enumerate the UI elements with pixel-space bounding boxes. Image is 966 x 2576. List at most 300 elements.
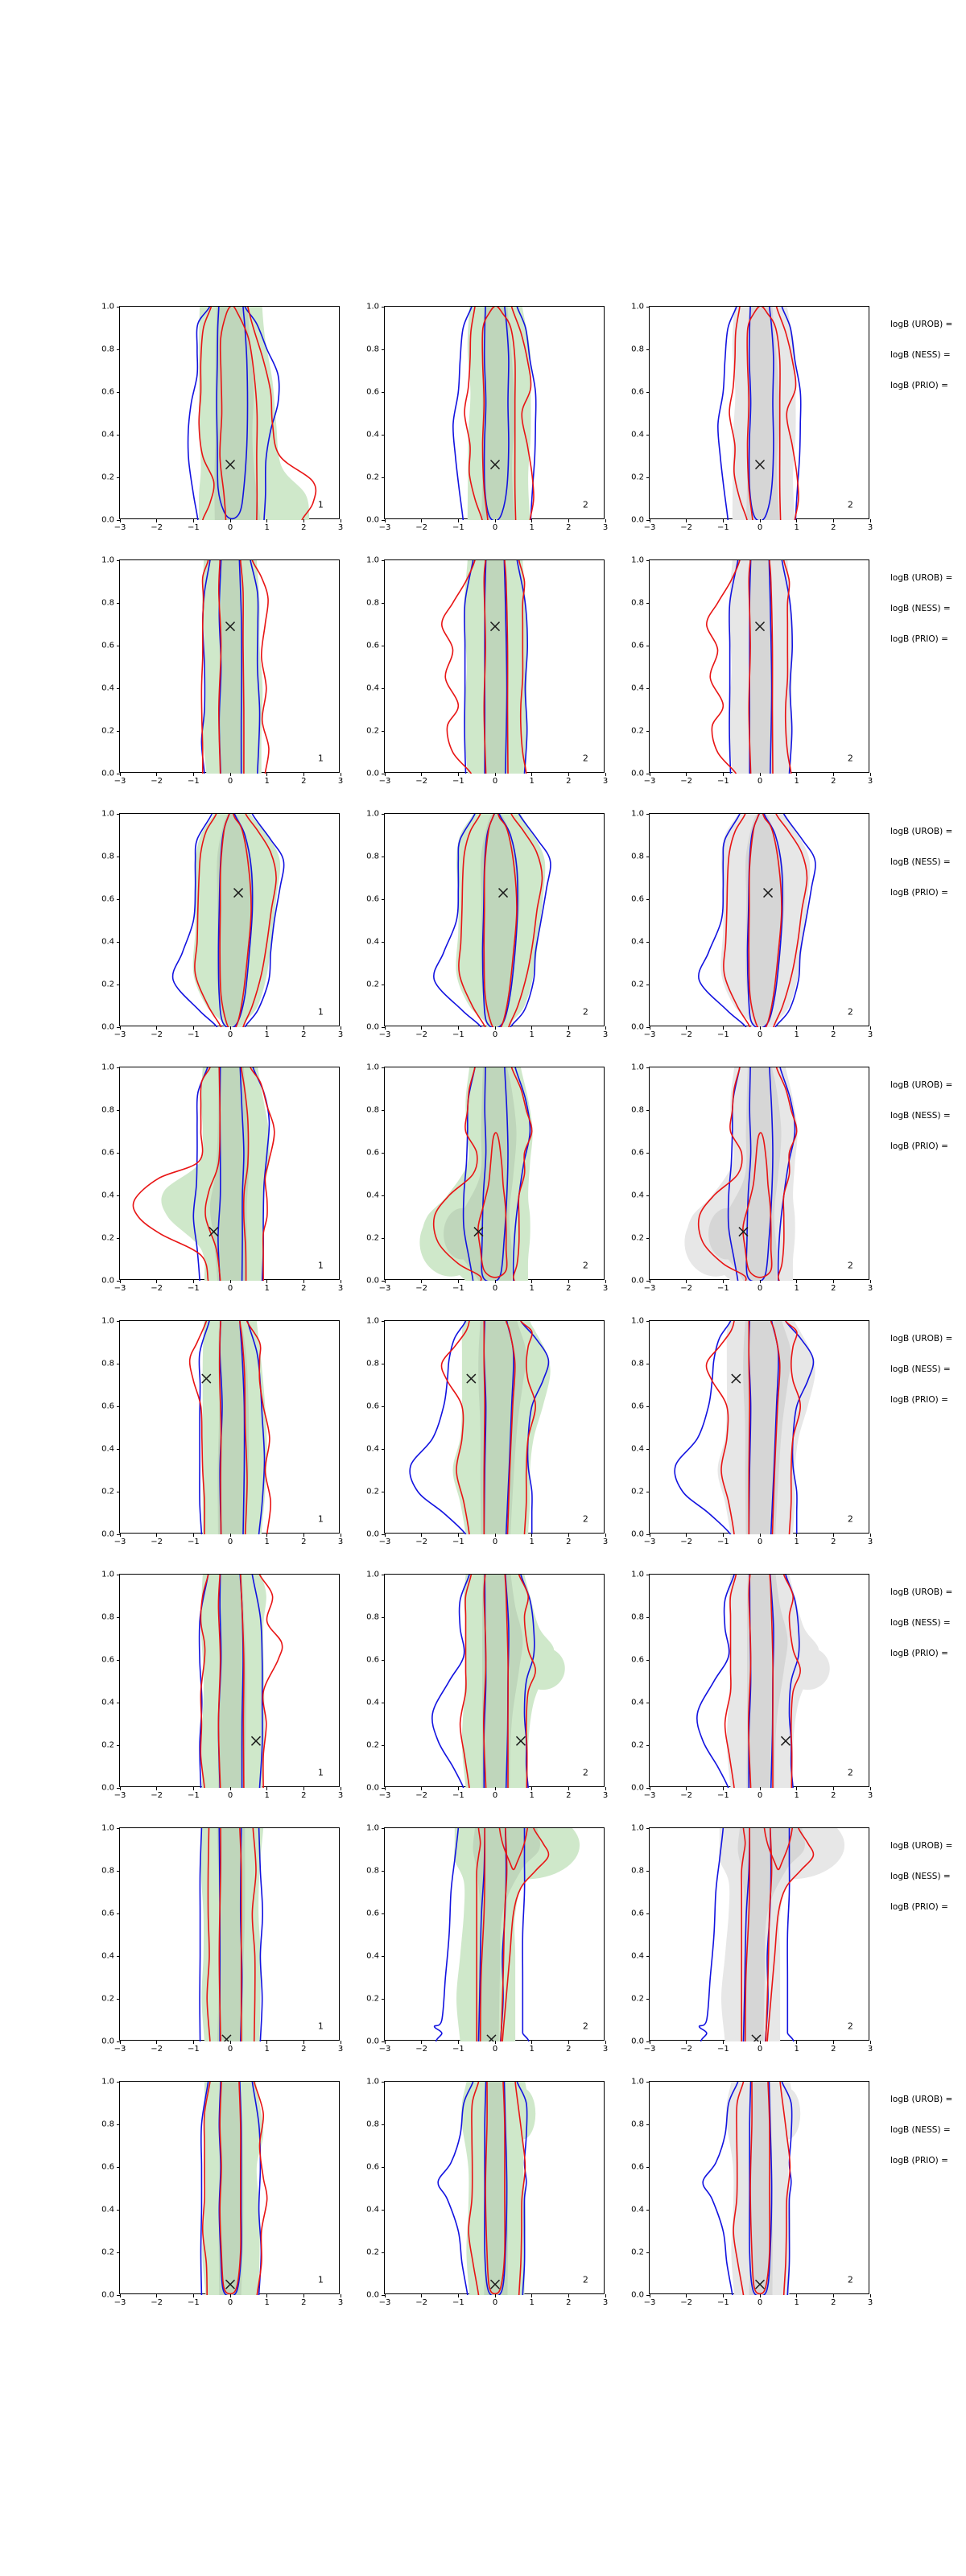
y-tick-mark: [117, 942, 120, 943]
x-tick-mark: [833, 1280, 834, 1283]
x-tick-mark: [421, 2041, 422, 2044]
y-tick-mark: [646, 2295, 650, 2296]
y-tick-mark: [646, 2124, 650, 2125]
y-tick-label: 1.0: [631, 1316, 644, 1326]
y-tick-label: 0.0: [101, 1783, 114, 1793]
y-tick-mark: [382, 1871, 385, 1872]
y-tick-mark: [646, 814, 650, 815]
y-tick-label: 1.0: [101, 2077, 114, 2087]
x-tick-label: −3: [114, 1538, 126, 1546]
x-tick-mark: [870, 1026, 871, 1030]
y-tick-label: 0.8: [366, 345, 379, 354]
x-tick-mark: [796, 1787, 797, 1790]
x-tick-mark: [230, 1280, 231, 1283]
x-tick-mark: [266, 1787, 267, 1790]
y-tick-label: 0.0: [631, 2290, 644, 2300]
x-tick-label: 0: [227, 1538, 233, 1546]
x-tick-mark: [833, 1534, 834, 1537]
y-tick-mark: [646, 2041, 650, 2042]
y-tick-mark: [117, 1067, 120, 1068]
y-tick-label: 0.0: [366, 515, 379, 525]
x-tick-mark: [568, 519, 569, 522]
x-tick-label: 1: [264, 1538, 270, 1546]
panel-corner-label: 1: [317, 753, 324, 764]
y-tick-label: 0.6: [101, 1402, 114, 1411]
x-tick-mark: [421, 2294, 422, 2297]
x-tick-label: 2: [831, 1284, 836, 1293]
x-tick-label: 0: [492, 1030, 498, 1039]
x-tick-label: 2: [831, 1791, 836, 1800]
x-tick-label: 1: [264, 1791, 270, 1800]
x-tick-mark: [495, 773, 496, 776]
x-tick-mark: [230, 1534, 231, 1537]
panel-corner-label: 2: [847, 1260, 853, 1271]
x-tick-mark: [303, 1534, 304, 1537]
x-tick-label: 1: [529, 777, 535, 786]
x-tick-label: 1: [794, 523, 799, 532]
y-tick-mark: [117, 2167, 120, 2168]
y-tick-mark: [117, 2295, 120, 2296]
y-tick-label: 0.6: [366, 1909, 379, 1918]
y-tick-label: 0.8: [631, 345, 644, 354]
x-tick-mark: [796, 1534, 797, 1537]
y-tick-mark: [646, 1195, 650, 1196]
x-tick-label: −2: [680, 1030, 693, 1039]
x-tick-label: −2: [680, 2045, 693, 2054]
contour-plot-area: [650, 1067, 870, 1281]
x-tick-label: −2: [151, 2045, 163, 2054]
y-tick-label: 0.8: [631, 1612, 644, 1622]
credible-region-blob: [774, 2088, 800, 2140]
y-tick-mark: [646, 1660, 650, 1661]
x-tick-label: 3: [337, 777, 344, 786]
y-tick-label: 0.4: [101, 430, 114, 440]
x-tick-mark: [723, 1534, 724, 1537]
contour-plot-area: [650, 814, 870, 1027]
x-tick-mark: [531, 1026, 532, 1030]
x-tick-label: −3: [378, 2045, 391, 2054]
y-tick-label: 0.4: [366, 430, 379, 440]
x-tick-mark: [421, 1534, 422, 1537]
y-tick-mark: [646, 1534, 650, 1535]
side-label-row8-prio: logB (PRIO) =: [890, 2156, 948, 2165]
panel-corner-label: 1: [317, 499, 324, 510]
y-tick-label: 1.0: [101, 1570, 114, 1579]
subplot-r1-c2: [366, 302, 609, 532]
y-tick-mark: [646, 1913, 650, 1914]
subplot-r1-c1: [101, 302, 344, 532]
y-tick-label: 0.6: [631, 1402, 644, 1411]
y-tick-label: 0.4: [101, 1951, 114, 1961]
x-tick-mark: [230, 2294, 231, 2297]
x-tick-label: 2: [301, 1030, 307, 1039]
x-tick-mark: [568, 1026, 569, 1030]
y-tick-mark: [117, 899, 120, 900]
x-tick-mark: [686, 2041, 687, 2044]
y-tick-label: 0.6: [631, 1909, 644, 1918]
y-tick-mark: [117, 2124, 120, 2125]
y-tick-label: 0.4: [101, 937, 114, 947]
y-tick-mark: [117, 1238, 120, 1239]
x-tick-mark: [605, 1026, 606, 1030]
y-tick-label: 0.8: [101, 852, 114, 861]
y-tick-label: 1.0: [631, 2077, 644, 2087]
y-tick-mark: [646, 1788, 650, 1789]
y-tick-mark: [117, 560, 120, 561]
y-tick-label: 0.2: [366, 1740, 379, 1750]
y-tick-label: 0.0: [366, 1022, 379, 1032]
x-tick-mark: [723, 1280, 724, 1283]
x-tick-mark: [723, 1026, 724, 1030]
contour-plot-area: [120, 1321, 341, 1534]
contour-plot-area: [120, 1575, 341, 1788]
contour-plot-area: [385, 1321, 605, 1534]
subplot-r2-c3: [631, 555, 873, 786]
x-tick-mark: [303, 1026, 304, 1030]
y-tick-mark: [646, 1110, 650, 1111]
side-label-row3-ness: logB (NESS) =: [890, 857, 951, 867]
x-tick-label: −1: [452, 2298, 464, 2307]
x-tick-mark: [531, 773, 532, 776]
y-tick-mark: [382, 1406, 385, 1407]
x-tick-label: 3: [602, 1284, 609, 1293]
y-tick-label: 0.4: [631, 1951, 644, 1961]
y-tick-label: 1.0: [101, 1823, 114, 1833]
x-tick-label: 0: [492, 2045, 498, 2054]
x-tick-mark: [568, 773, 569, 776]
x-tick-label: 0: [227, 2045, 233, 2054]
x-tick-label: 0: [492, 777, 498, 786]
x-tick-label: −2: [151, 1538, 163, 1546]
y-tick-label: 0.4: [366, 937, 379, 947]
y-tick-mark: [646, 2082, 650, 2083]
x-tick-mark: [760, 1280, 761, 1283]
x-tick-label: −3: [643, 777, 656, 786]
x-tick-mark: [870, 1280, 871, 1283]
y-tick-label: 0.8: [366, 1612, 379, 1622]
contour-plot-area: [120, 814, 341, 1027]
x-tick-label: 3: [867, 1791, 873, 1800]
x-tick-label: 2: [566, 2045, 572, 2054]
side-label-row7-prio: logB (PRIO) =: [890, 1902, 948, 1912]
x-tick-label: 1: [794, 2298, 799, 2307]
x-tick-mark: [458, 1787, 459, 1790]
x-tick-label: 1: [529, 2045, 535, 2054]
subplot-r5-c2: [366, 1316, 609, 1546]
x-tick-label: 1: [529, 1030, 535, 1039]
y-tick-label: 1.0: [631, 555, 644, 565]
y-tick-mark: [382, 349, 385, 350]
subplot-r7-c1: [101, 1823, 344, 2054]
y-tick-label: 0.6: [631, 641, 644, 650]
x-tick-label: −2: [151, 1284, 163, 1293]
y-tick-mark: [382, 2167, 385, 2168]
contour-plot-area: [385, 814, 605, 1027]
x-tick-label: 3: [602, 2045, 609, 2054]
y-tick-label: 0.2: [631, 1740, 644, 1750]
y-tick-mark: [646, 349, 650, 350]
x-tick-mark: [568, 1787, 569, 1790]
y-tick-label: 0.6: [366, 641, 379, 650]
x-tick-label: 3: [602, 777, 609, 786]
x-tick-mark: [266, 2294, 267, 2297]
x-tick-mark: [531, 1787, 532, 1790]
y-tick-mark: [117, 1999, 120, 2000]
x-tick-mark: [796, 1280, 797, 1283]
x-tick-mark: [156, 1534, 157, 1537]
y-tick-label: 0.2: [631, 1487, 644, 1496]
panel-corner-label: 2: [582, 499, 588, 510]
x-tick-label: 1: [264, 777, 270, 786]
x-tick-mark: [605, 2041, 606, 2044]
y-tick-mark: [382, 1027, 385, 1028]
contour-plot-area: [650, 2082, 870, 2295]
x-tick-label: −1: [716, 1030, 729, 1039]
credible-region-blob: [708, 1208, 745, 1260]
x-tick-label: −1: [187, 1538, 200, 1546]
y-tick-label: 0.8: [101, 1612, 114, 1622]
x-tick-label: 2: [566, 1791, 572, 1800]
x-tick-mark: [156, 1787, 157, 1790]
x-tick-mark: [303, 1280, 304, 1283]
panel-corner-label: 2: [582, 1767, 588, 1778]
y-tick-mark: [382, 1617, 385, 1618]
y-tick-mark: [382, 2252, 385, 2253]
y-tick-label: 0.4: [101, 2205, 114, 2215]
credible-region-blob: [444, 1208, 481, 1260]
y-tick-mark: [382, 1999, 385, 2000]
y-tick-label: 0.2: [631, 1994, 644, 2004]
x-tick-label: 1: [264, 523, 270, 532]
y-tick-mark: [646, 1153, 650, 1154]
y-tick-mark: [646, 1238, 650, 1239]
x-tick-mark: [193, 2294, 194, 2297]
subplot-r3-c3: [631, 809, 873, 1039]
x-tick-mark: [421, 1280, 422, 1283]
y-tick-label: 0.0: [366, 1783, 379, 1793]
y-tick-mark: [382, 560, 385, 561]
x-tick-mark: [605, 1534, 606, 1537]
y-tick-label: 0.0: [101, 769, 114, 778]
y-tick-label: 0.2: [631, 980, 644, 989]
x-tick-label: 0: [492, 1538, 498, 1546]
x-tick-label: −3: [114, 777, 126, 786]
x-tick-mark: [458, 1280, 459, 1283]
x-tick-mark: [833, 2294, 834, 2297]
y-tick-label: 0.4: [101, 1444, 114, 1454]
side-label-row5-prio: logB (PRIO) =: [890, 1395, 948, 1405]
y-tick-label: 0.4: [101, 683, 114, 693]
y-tick-label: 0.2: [366, 1233, 379, 1243]
panel-corner-label: 2: [582, 753, 588, 764]
y-tick-mark: [646, 1406, 650, 1407]
y-tick-mark: [646, 1067, 650, 1068]
y-tick-label: 0.2: [101, 1233, 114, 1243]
y-tick-mark: [646, 477, 650, 478]
x-tick-label: 3: [337, 2298, 344, 2307]
x-tick-label: 0: [757, 1791, 763, 1800]
y-tick-label: 0.6: [366, 894, 379, 904]
x-tick-label: −2: [151, 523, 163, 532]
y-tick-label: 0.4: [366, 683, 379, 693]
x-tick-label: −3: [643, 2045, 656, 2054]
x-tick-mark: [870, 519, 871, 522]
x-tick-mark: [568, 2294, 569, 2297]
x-tick-label: 2: [566, 2298, 572, 2307]
side-label-row7-ness: logB (NESS) =: [890, 1872, 951, 1881]
y-tick-label: 0.0: [366, 2290, 379, 2300]
y-tick-label: 0.4: [366, 1191, 379, 1200]
y-tick-mark: [382, 2210, 385, 2211]
y-tick-mark: [117, 307, 120, 308]
x-tick-label: −1: [452, 1284, 464, 1293]
x-tick-label: −2: [415, 777, 428, 786]
x-tick-mark: [266, 773, 267, 776]
y-tick-mark: [646, 603, 650, 604]
y-tick-label: 0.2: [101, 473, 114, 482]
x-tick-mark: [193, 519, 194, 522]
subplot-r4-c1: [101, 1063, 344, 1293]
x-tick-label: −1: [716, 523, 729, 532]
x-tick-label: −1: [716, 1284, 729, 1293]
x-tick-label: −3: [643, 1030, 656, 1039]
y-tick-mark: [382, 307, 385, 308]
contour-plot-area: [385, 307, 605, 520]
y-tick-mark: [646, 2210, 650, 2211]
y-tick-mark: [646, 899, 650, 900]
x-tick-mark: [605, 519, 606, 522]
y-tick-mark: [382, 1745, 385, 1746]
x-tick-mark: [870, 773, 871, 776]
x-tick-mark: [723, 2294, 724, 2297]
x-tick-mark: [796, 773, 797, 776]
x-tick-label: −3: [643, 1538, 656, 1546]
y-tick-mark: [382, 1281, 385, 1282]
panel-corner-label: 2: [847, 2021, 853, 2032]
y-tick-mark: [117, 1110, 120, 1111]
subplot-r5-c3: [631, 1316, 873, 1546]
x-tick-label: −1: [187, 1030, 200, 1039]
y-tick-label: 1.0: [366, 809, 379, 819]
y-tick-label: 0.2: [631, 726, 644, 736]
y-tick-label: 0.2: [631, 2248, 644, 2257]
y-tick-mark: [646, 307, 650, 308]
x-tick-label: 1: [264, 1284, 270, 1293]
credible-region-blob: [786, 1647, 830, 1690]
x-tick-mark: [266, 1280, 267, 1283]
y-tick-mark: [117, 2082, 120, 2083]
y-tick-label: 0.6: [631, 1148, 644, 1158]
y-tick-label: 0.2: [101, 1487, 114, 1496]
x-tick-mark: [723, 773, 724, 776]
y-tick-mark: [117, 688, 120, 689]
x-tick-label: 1: [264, 2045, 270, 2054]
x-tick-label: 3: [602, 1030, 609, 1039]
x-tick-mark: [193, 1534, 194, 1537]
x-tick-label: 3: [867, 523, 873, 532]
x-tick-label: −3: [114, 2298, 126, 2307]
y-tick-label: 0.6: [101, 387, 114, 397]
x-tick-label: −3: [643, 2298, 656, 2307]
y-tick-label: 1.0: [631, 809, 644, 819]
x-tick-label: 2: [301, 523, 307, 532]
x-tick-label: 2: [301, 777, 307, 786]
y-tick-label: 0.4: [631, 1698, 644, 1707]
y-tick-label: 0.4: [366, 2205, 379, 2215]
panel-corner-label: 2: [582, 1260, 588, 1271]
panel-corner-label: 2: [847, 1513, 853, 1525]
panel-corner-label: 2: [582, 2274, 588, 2285]
x-tick-mark: [303, 1787, 304, 1790]
x-tick-label: −3: [378, 523, 391, 532]
panel-corner-label: 1: [317, 2021, 324, 2032]
y-tick-label: 1.0: [366, 1570, 379, 1579]
x-tick-label: 2: [301, 2298, 307, 2307]
y-tick-mark: [117, 1195, 120, 1196]
y-tick-mark: [382, 2041, 385, 2042]
x-tick-mark: [833, 1026, 834, 1030]
y-tick-label: 0.0: [631, 515, 644, 525]
panel-corner-label: 1: [317, 1260, 324, 1271]
y-tick-mark: [117, 2041, 120, 2042]
x-tick-mark: [531, 1534, 532, 1537]
x-tick-label: 1: [529, 1791, 535, 1800]
y-tick-label: 0.4: [631, 937, 644, 947]
x-tick-label: −3: [378, 2298, 391, 2307]
contour-plot-area: [120, 1828, 341, 2041]
x-tick-label: −1: [452, 2045, 464, 2054]
x-tick-mark: [266, 2041, 267, 2044]
y-tick-mark: [117, 349, 120, 350]
y-tick-mark: [117, 1617, 120, 1618]
y-tick-mark: [382, 1956, 385, 1957]
x-tick-label: −3: [114, 2045, 126, 2054]
x-tick-mark: [833, 519, 834, 522]
y-tick-mark: [382, 1913, 385, 1914]
y-tick-label: 0.4: [101, 1698, 114, 1707]
y-tick-label: 0.6: [101, 2162, 114, 2172]
x-tick-mark: [495, 519, 496, 522]
y-tick-label: 1.0: [366, 2077, 379, 2087]
side-label-row1-ness: logB (NESS) =: [890, 350, 951, 360]
x-tick-label: 0: [757, 1538, 763, 1546]
x-tick-mark: [230, 2041, 231, 2044]
y-tick-mark: [646, 560, 650, 561]
x-tick-mark: [760, 1534, 761, 1537]
y-tick-mark: [646, 392, 650, 393]
x-tick-label: 1: [529, 2298, 535, 2307]
y-tick-label: 1.0: [101, 809, 114, 819]
x-tick-mark: [531, 2294, 532, 2297]
side-label-row8-ness: logB (NESS) =: [890, 2125, 951, 2135]
subplot-r8-c2: [366, 2077, 609, 2307]
x-tick-label: −2: [415, 1284, 428, 1293]
y-tick-mark: [646, 1956, 650, 1957]
subplot-r2-c2: [366, 555, 609, 786]
x-tick-label: −1: [452, 1538, 464, 1546]
x-tick-label: 1: [794, 777, 799, 786]
y-tick-label: 0.8: [631, 1866, 644, 1876]
subplot-r6-c2: [366, 1570, 609, 1800]
y-tick-mark: [117, 814, 120, 815]
subplot-r6-c3: [631, 1570, 873, 1800]
y-tick-mark: [117, 1534, 120, 1535]
x-tick-mark: [495, 2294, 496, 2297]
x-tick-mark: [833, 2041, 834, 2044]
x-tick-label: 0: [492, 523, 498, 532]
y-tick-label: 0.0: [631, 1276, 644, 1286]
y-tick-mark: [117, 1788, 120, 1789]
